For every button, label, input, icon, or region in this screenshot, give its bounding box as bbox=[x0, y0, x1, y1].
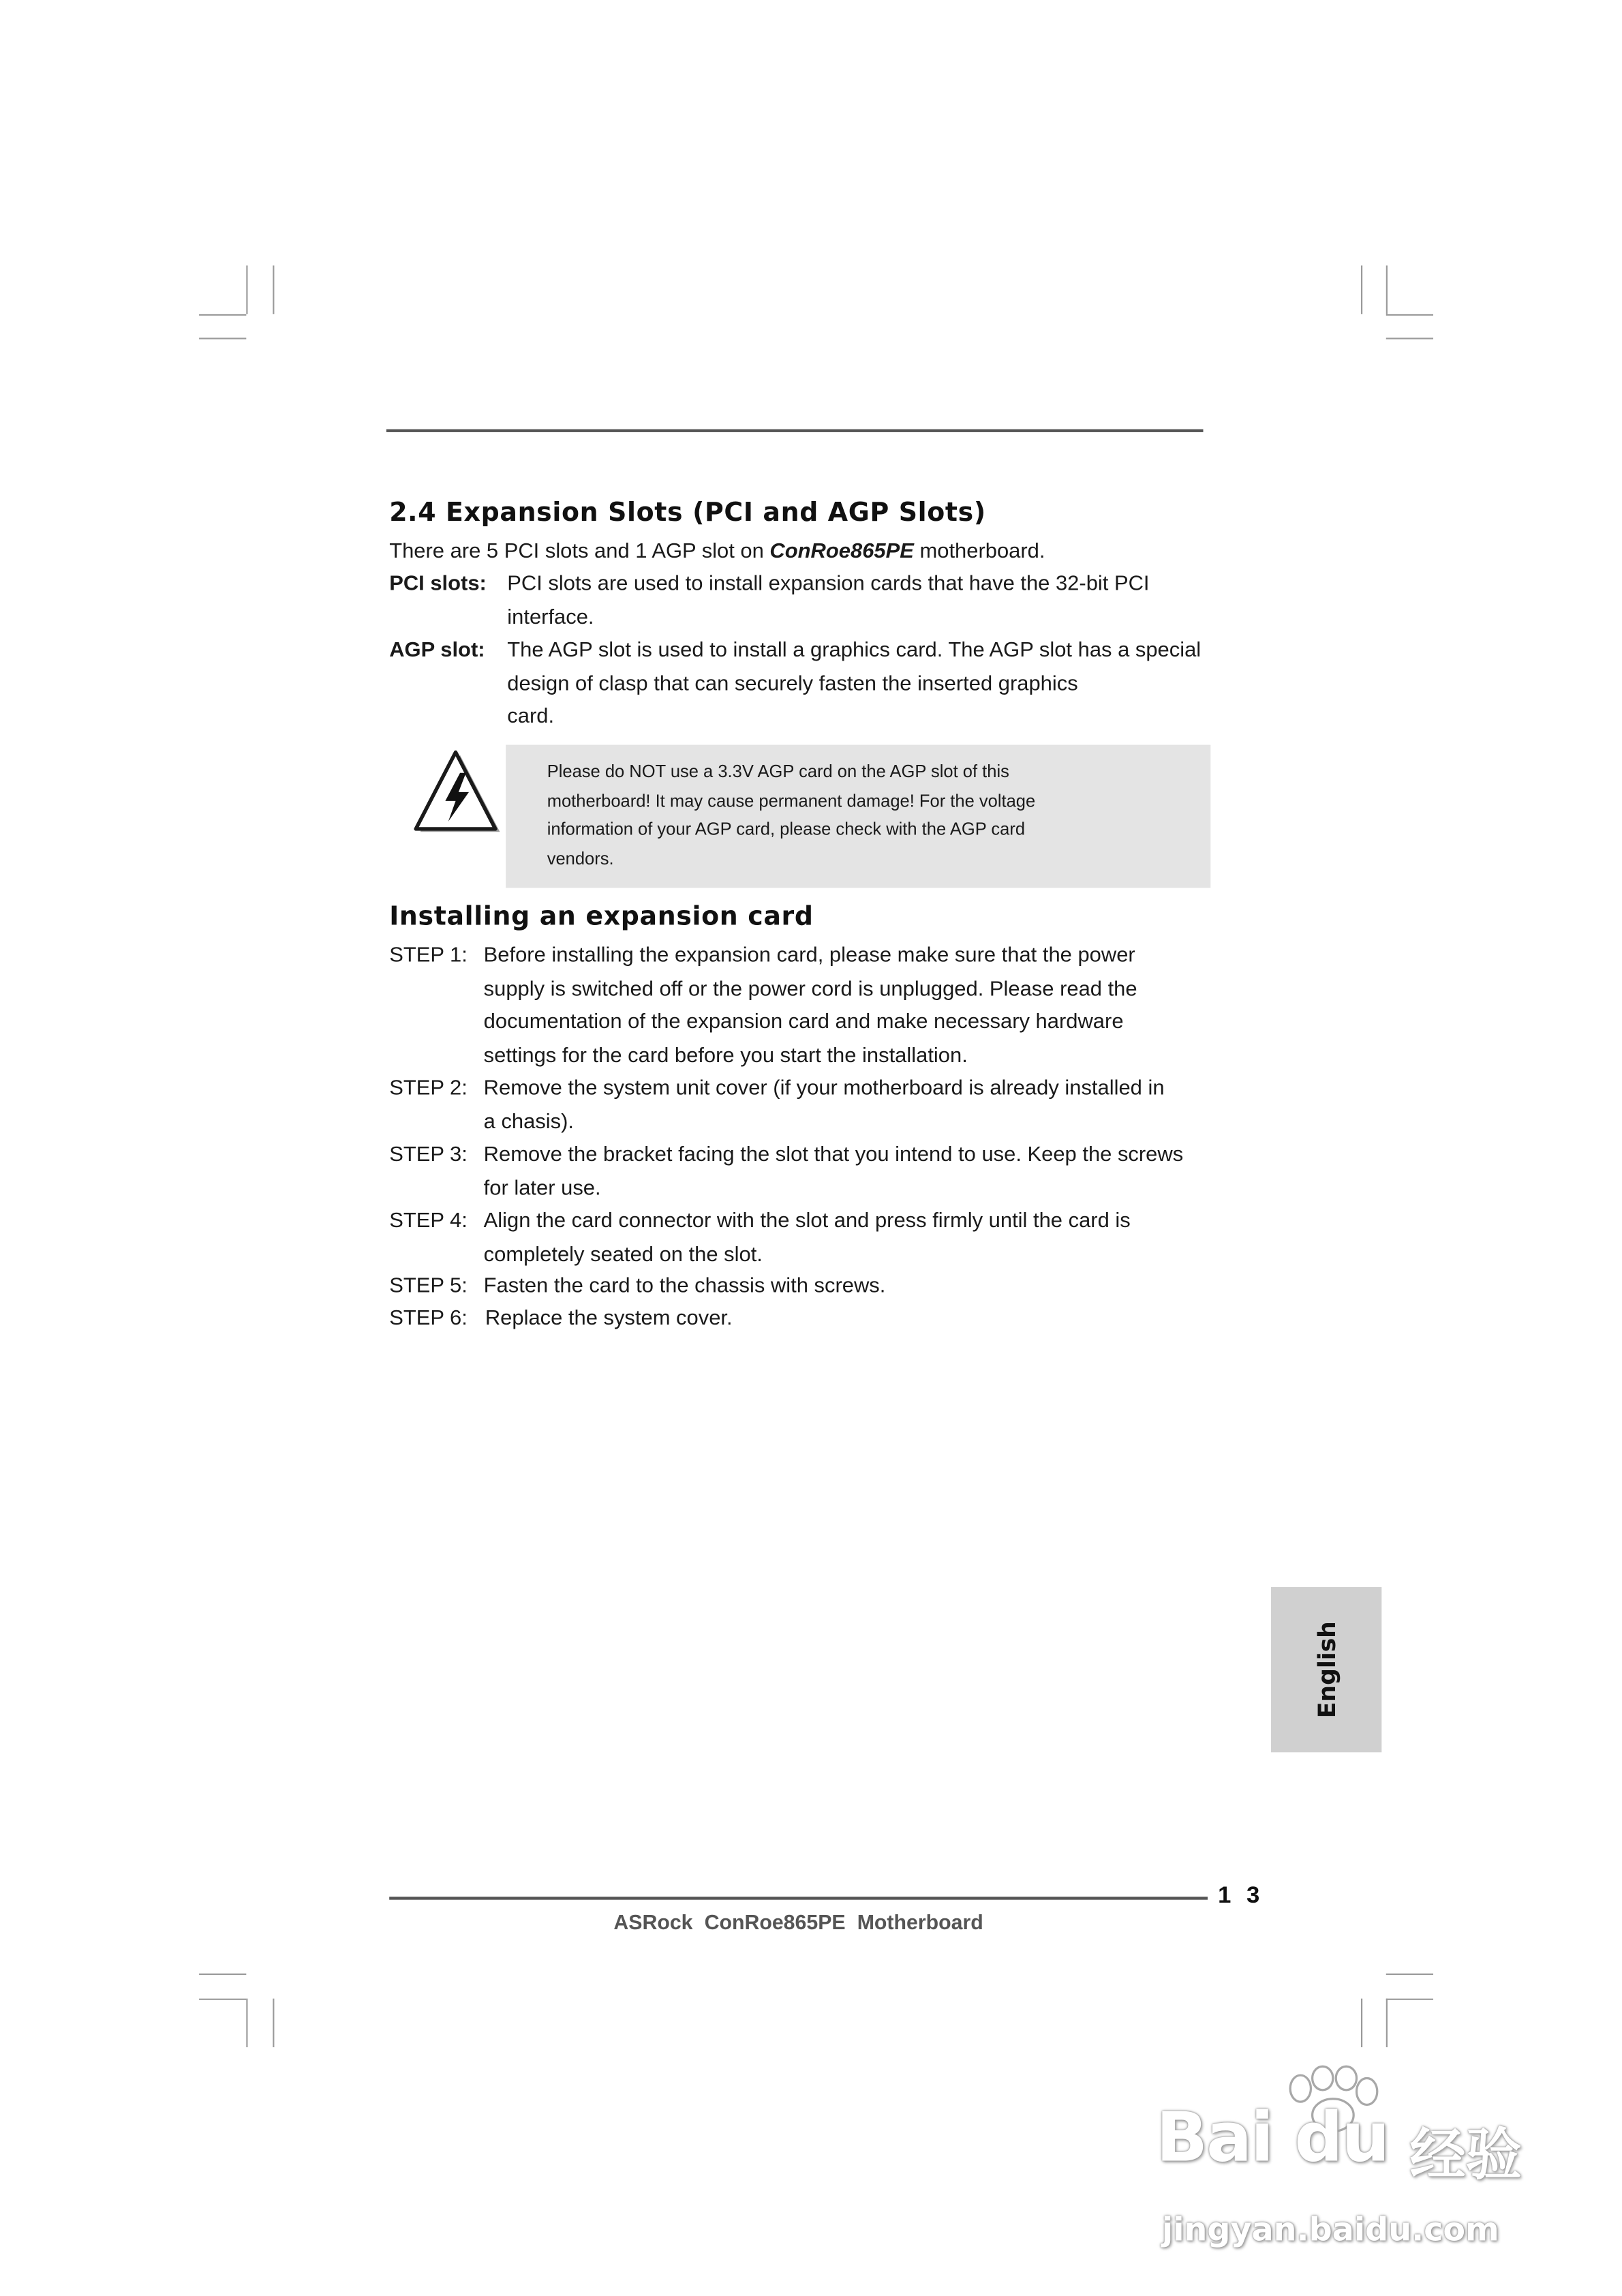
warning-lightning-icon bbox=[410, 746, 501, 835]
caution-note bbox=[506, 745, 1210, 888]
watermark-brand: Bai du bbox=[1156, 2097, 1389, 2177]
step-label: STEP 5: bbox=[389, 1274, 468, 1298]
caution-line: Please do NOT use a 3.3V AGP card on the AGP slot of this bbox=[547, 761, 1009, 782]
step-text bbox=[484, 1205, 1215, 1271]
crop-mark bbox=[1361, 265, 1362, 314]
step-line: for later use. bbox=[483, 1176, 601, 1200]
step-line: documentation of the expansion card and make necessary hardware bbox=[483, 1010, 1124, 1034]
step-text bbox=[484, 939, 1215, 1072]
agp-line: design of clasp that can securely fasten the inserted graphics bbox=[507, 671, 1078, 696]
step-text bbox=[485, 1302, 1216, 1335]
intro-text bbox=[389, 535, 1045, 569]
crop-mark bbox=[1386, 1999, 1388, 2047]
language-tab-label: English bbox=[1312, 1621, 1341, 1719]
step-text bbox=[484, 1270, 1215, 1303]
caution-text bbox=[547, 758, 1137, 873]
caution-line: vendors. bbox=[547, 847, 614, 868]
crop-mark bbox=[273, 265, 274, 314]
pci-slots-description bbox=[507, 568, 1215, 634]
header-rule bbox=[386, 429, 1204, 432]
intro-post: motherboard. bbox=[913, 539, 1045, 564]
step-label: STEP 6: bbox=[389, 1306, 468, 1331]
step-line: Replace the system cover. bbox=[485, 1306, 733, 1331]
caution-line: motherboard! It may cause permanent damage! For the voltage bbox=[547, 789, 1036, 811]
watermark-cn: 经验 bbox=[1409, 2122, 1522, 2188]
page-number: 1 3 bbox=[1218, 1883, 1264, 1909]
crop-mark bbox=[1386, 1999, 1433, 2000]
step-line: Before installing the expansion card, please make sure that the power bbox=[483, 943, 1135, 968]
crop-mark bbox=[1386, 337, 1433, 339]
crop-mark bbox=[199, 314, 246, 316]
agp-line: The AGP slot is used to install a graphics card. The AGP slot has a special bbox=[507, 638, 1202, 663]
crop-mark bbox=[246, 1999, 247, 2047]
intro-pre: There are 5 PCI slots and 1 AGP slot on bbox=[389, 539, 770, 564]
step-line: Align the card connector with the slot and press firmly until the card is bbox=[483, 1209, 1131, 1233]
step-line: supply is switched off or the power cord is unplugged. Please read the bbox=[483, 977, 1137, 1001]
step-line: Remove the system unit cover (if your motherboard is already installed in bbox=[483, 1076, 1165, 1101]
footer-rule bbox=[389, 1897, 1208, 1899]
install-heading: Installing an expansion card bbox=[389, 903, 814, 933]
step-line: Remove the bracket facing the slot that you intend to use. Keep the screws bbox=[483, 1143, 1184, 1167]
crop-mark bbox=[199, 337, 246, 339]
crop-mark bbox=[273, 1999, 274, 2047]
crop-mark bbox=[199, 1999, 246, 2000]
step-text bbox=[484, 1138, 1215, 1205]
crop-mark bbox=[246, 265, 247, 314]
step-line: a chasis). bbox=[483, 1110, 575, 1134]
watermark-url: jingyan.baidu.com bbox=[1161, 2212, 1499, 2250]
caution-line: information of your AGP card, please check with the AGP card bbox=[547, 818, 1026, 840]
crop-mark bbox=[1386, 314, 1433, 316]
crop-mark bbox=[199, 1974, 246, 1975]
pci-slots-label: PCI slots: bbox=[389, 572, 487, 596]
footer-text: ASRock ConRoe865PE Motherboard bbox=[613, 1909, 983, 1934]
pci-line: interface. bbox=[507, 605, 594, 629]
step-line: completely seated on the slot. bbox=[483, 1242, 763, 1267]
language-tab bbox=[1271, 1587, 1381, 1752]
step-line: settings for the card before you start the installation. bbox=[483, 1043, 968, 1068]
agp-line: card. bbox=[507, 705, 555, 729]
model-name: ConRoe865PE bbox=[769, 539, 914, 564]
step-line: Fasten the card to the chassis with screws. bbox=[483, 1274, 886, 1298]
step-label: STEP 1: bbox=[389, 943, 468, 968]
agp-slot-label: AGP slot: bbox=[389, 638, 485, 663]
pci-line: PCI slots are used to install expansion cards that have the 32-bit PCI bbox=[507, 572, 1150, 596]
agp-slot-description bbox=[507, 634, 1215, 734]
step-label: STEP 3: bbox=[389, 1143, 468, 1167]
crop-mark bbox=[1361, 1999, 1362, 2047]
step-label: STEP 4: bbox=[389, 1209, 468, 1233]
crop-mark bbox=[1386, 1974, 1433, 1975]
step-label: STEP 2: bbox=[389, 1076, 468, 1101]
section-title: 2.4 Expansion Slots (PCI and AGP Slots) bbox=[389, 498, 986, 528]
step-text bbox=[484, 1072, 1215, 1138]
crop-mark bbox=[1386, 265, 1388, 314]
watermark bbox=[1150, 2065, 1593, 2271]
